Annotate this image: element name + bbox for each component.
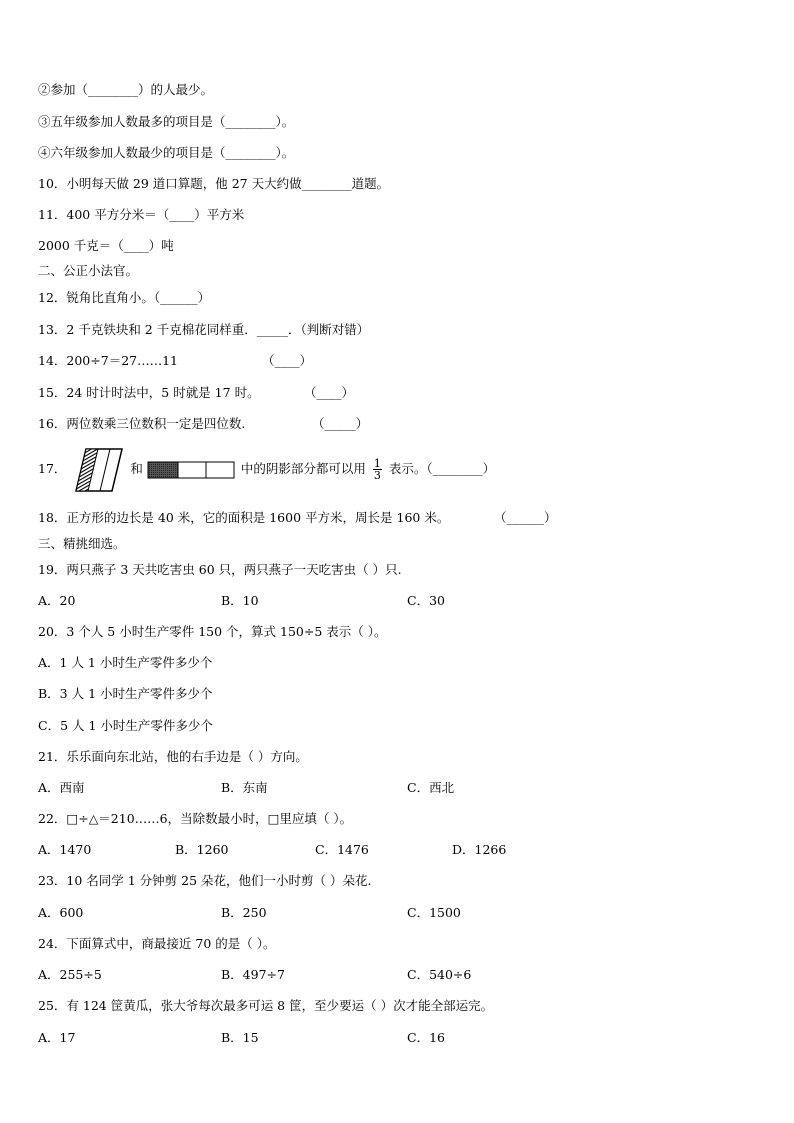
question-17-text: 中的阴影部分都可以用	[240, 461, 366, 476]
q19-option-c[interactable]: C．30	[407, 593, 445, 608]
question-18	[38, 510, 557, 526]
q20-option-c[interactable]: C．5 人 1 小时生产零件多少个	[38, 718, 213, 733]
question-17-answer: 表示。（________）	[388, 461, 496, 476]
section-3-heading: 三、精挑细选。	[38, 536, 126, 551]
question-16	[38, 416, 369, 432]
q22-option-d[interactable]: D．1266	[452, 842, 507, 857]
question-18-text: 18．正方形的边长是 40 米，它的面积是 1600 平方米，周长是 160 米。	[38, 510, 450, 525]
question-25: 25．有 124 筐黄瓜，张大爷每次最多可运 8 筐，至少要运（ ）次才能全部运完。	[38, 998, 494, 1013]
q21-option-a[interactable]: A．西南	[38, 780, 85, 795]
question-17	[38, 446, 495, 493]
question-15	[38, 385, 355, 401]
question-23: 23．10 名同学 1 分钟剪 25 朵花，他们一小时剪（ ）朵花.	[38, 873, 372, 888]
fraction-numerator: 1	[373, 457, 381, 470]
question-12: 12．锐角比直角小。（______）	[38, 290, 211, 305]
question-16-answer: （_____）	[312, 416, 369, 431]
one-third-fraction	[373, 458, 382, 481]
question-17-and: 和	[130, 461, 143, 476]
question-9-part-3: ③五年级参加人数最多的项目是（________）。	[38, 114, 295, 129]
q23-option-b[interactable]: B．250	[221, 905, 267, 920]
q23-option-a[interactable]: A．600	[38, 905, 84, 920]
question-22: 22．□÷△＝210……6，当除数最小时，□里应填（ ）。	[38, 811, 353, 826]
question-14	[38, 353, 313, 369]
question-18-answer: （______）	[494, 510, 557, 525]
question-11: 11．400 平方分米＝（____）平方米	[38, 207, 245, 222]
q22-option-c[interactable]: C．1476	[315, 842, 369, 857]
question-14-text: 14．200÷7＝27……11	[38, 353, 179, 368]
q24-option-a[interactable]: A．255÷5	[38, 967, 102, 982]
question-17-number: 17．	[38, 461, 67, 476]
q25-option-c[interactable]: C．16	[407, 1030, 445, 1045]
q19-option-a[interactable]: A．20	[38, 593, 76, 608]
parallelogram-figure	[70, 447, 126, 493]
q24-option-b[interactable]: B．497÷7	[221, 967, 285, 982]
q19-option-b[interactable]: B．10	[221, 593, 259, 608]
q22-option-a[interactable]: A．1470	[38, 842, 92, 857]
question-10: 10．小明每天做 29 道口算题，他 27 天大约做________道题。	[38, 176, 390, 191]
question-16-text: 16．两位数乘三位数积一定是四位数.	[38, 416, 246, 431]
question-15-text: 15．24 时计时法中，5 时就是 17 时。	[38, 385, 260, 400]
q25-option-a[interactable]: A．17	[38, 1030, 76, 1045]
question-9-part-2: ②参加（________）的人最少。	[38, 82, 214, 97]
rectangle-bar-figure	[147, 460, 237, 480]
question-24: 24．下面算式中，商最接近 70 的是（ ）。	[38, 936, 276, 951]
question-21: 21．乐乐面向东北站，他的右手边是（ ）方向。	[38, 749, 308, 764]
fraction-denominator: 3	[373, 469, 381, 482]
q25-option-b[interactable]: B．15	[221, 1030, 259, 1045]
question-19: 19．两只燕子 3 天共吃害虫 60 只，两只燕子一天吃害虫（ ）只.	[38, 562, 402, 577]
q20-option-b[interactable]: B．3 人 1 小时生产零件多少个	[38, 686, 213, 701]
q21-option-b[interactable]: B．东南	[221, 780, 268, 795]
q23-option-c[interactable]: C．1500	[407, 905, 461, 920]
section-2-heading: 二、公正小法官。	[38, 263, 139, 278]
q24-option-c[interactable]: C．540÷6	[407, 967, 472, 982]
question-15-answer: （____）	[304, 385, 355, 400]
question-13: 13．2 千克铁块和 2 千克棉花同样重．_____．（判断对错）	[38, 322, 370, 337]
question-20: 20．3 个人 5 小时生产零件 150 个，算式 150÷5 表示（ ）。	[38, 624, 387, 639]
question-14-answer: （____）	[262, 353, 313, 368]
question-11-part-2: 2000 千克＝（____）吨	[38, 238, 174, 253]
q20-option-a[interactable]: A．1 人 1 小时生产零件多少个	[38, 655, 213, 670]
q21-option-c[interactable]: C．西北	[407, 780, 455, 795]
q22-option-b[interactable]: B．1260	[175, 842, 229, 857]
question-9-part-4: ④六年级参加人数最少的项目是（________）。	[38, 145, 295, 160]
